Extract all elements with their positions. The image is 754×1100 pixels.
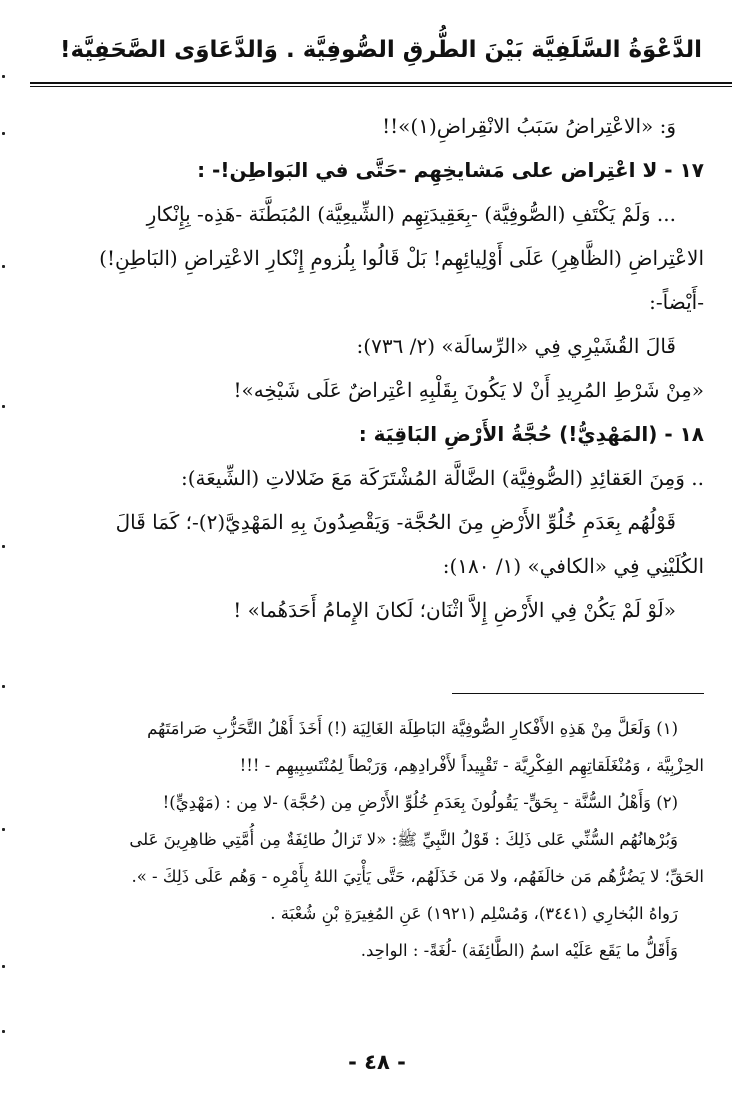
page-number: - ٤٨ - [348, 1050, 406, 1074]
body-line: .. وَمِنَ العَقائِدِ (الصُّوفِيَّة) الضَّالَّة المُشْتَرَكَة مَعَ ضَلالاتِ (الشِّيعَة): [180, 466, 704, 490]
footnote-line: وَأَقَلُّ ما يَقَع عَلَيْه اسمُ (الطَّائِفَة) -لُغَةً- : الواحِد. [360, 941, 678, 960]
scan-speck [2, 545, 5, 548]
scan-speck [2, 1030, 5, 1033]
footnote-separator [452, 693, 704, 694]
scan-speck [2, 685, 5, 688]
scan-speck [2, 405, 5, 408]
footnote-line: الحَقِّ؛ لا يَضُرُّهُم مَن خالَفَهُم، ولا مَن خَذَلَهُم، حَتَّى يَأْتِيَ اللهُ بِأَمْرِه - وَهُم عَلَى ذَلِكَ - ». [131, 867, 704, 886]
main-text [50, 104, 704, 632]
header-rule [30, 82, 732, 84]
footnote-line: (١) وَلَعَلَّ مِنْ هَذِهِ الأَفْكارِ الصُّوفِيَّة البَاطِلَة الغَالِيَة (!) أَخَذَ أَهْلُ التَّحَزُّبِ صَرامَتَهُم [147, 719, 678, 738]
footnote-line: وَبُرْهانُهُم السُّنِّي عَلى ذَلِكَ : قَوْلُ النَّبِيِّ ﷺ: «لا تَزالُ طائِفَةٌ مِن أُمَّتِي ظاهِرِينَ عَلى [129, 830, 678, 849]
scan-speck [2, 828, 5, 831]
body-line: الكُلَيْنِي فِي «الكافي» (١/ ١٨٠): [442, 554, 704, 578]
body-line: قَوْلُهُم بِعَدَمِ خُلُوِّ الأَرْضِ مِنَ الحُجَّة- وَيَقْصِدُونَ بِهِ المَهْدِيَّ(٢)-؛ كَمَا قَالَ [115, 510, 676, 534]
body-line: وَ: «الاعْتِراضُ سَبَبُ الانْقِراضِ(١)»!! [382, 114, 676, 138]
body-line: -أَيْضاً-: [649, 290, 704, 314]
footnote-line: الحِزْبِيَّة ، وَمُنْغَلَقاتِهِم الفِكْرِيَّة - تَقْيِيداً لأَفْرادِهِم، وَرَبْطاً لِمُنْتَسِبِيهِم - !!! [239, 756, 704, 775]
quotation-line: «مِنْ شَرْطِ المُرِيدِ أَنْ لا يَكُونَ بِقَلْبِهِ اعْتِراضٌ عَلَى شَيْخِه»! [233, 378, 704, 402]
scan-speck [2, 132, 5, 135]
body-line: الاعْتِراضِ (الظَّاهِرِ) عَلَى أَوْلِيائِهِم! بَلْ قَالُوا بِلُزومِ إِنْكارِ الاعْتِراضِ (البَاطِنِ!) [99, 246, 704, 270]
scan-speck [2, 265, 5, 268]
footnote-line: (٢) وَأَهْلُ السُّنَّة - بِحَقٍّ- يَقُولُونَ بِعَدَمِ خُلُوِّ الأَرْضِ مِن (حُجَّة) -لا مِن : (مَهْدِيٍّ)! [162, 793, 678, 812]
body-line: ... وَلَمْ يَكْتَفِ (الصُّوفِيَّة) -بِعَقِيدَتِهِم (الشِّيعِيَّة) المُبَطَّنَة -هَذِه- بِإِنْكارِ [146, 202, 676, 226]
scan-speck [2, 965, 5, 968]
running-header: الدَّعْوَةُ السَّلَفِيَّة بَيْنَ الطُّرقِ الصُّوفِيَّة . وَالدَّعَاوَى الصَّحَفِيَّة! [60, 37, 702, 63]
footnote-line: رَواهُ البُخارِي (٣٤٤١)، وَمُسْلِم (١٩٢١) عَنِ المُغِيرَةِ بْنِ شُعْبَة . [270, 904, 678, 923]
section-heading-18: ١٨ - (المَهْدِيُّ!) حُجَّةُ الأَرْضِ البَاقِيَة : [358, 422, 704, 446]
footnotes [44, 710, 704, 969]
section-heading-17: ١٧ - لا اعْتِراض على مَشايخِهِم -حَتَّى في البَواطِن!- : [197, 158, 704, 182]
quotation-line: «لَوْ لَمْ يَكُنْ فِي الأَرْضِ إِلاَّ اثْنَان؛ لَكانَ الإِمامُ أَحَدَهُما» ! [233, 598, 676, 622]
body-line: قَالَ القُشَيْرِي فِي «الرِّسالَة» (٢/ ٧٣٦): [356, 334, 676, 358]
header-rule-thin [30, 86, 732, 87]
scan-speck [2, 75, 5, 78]
